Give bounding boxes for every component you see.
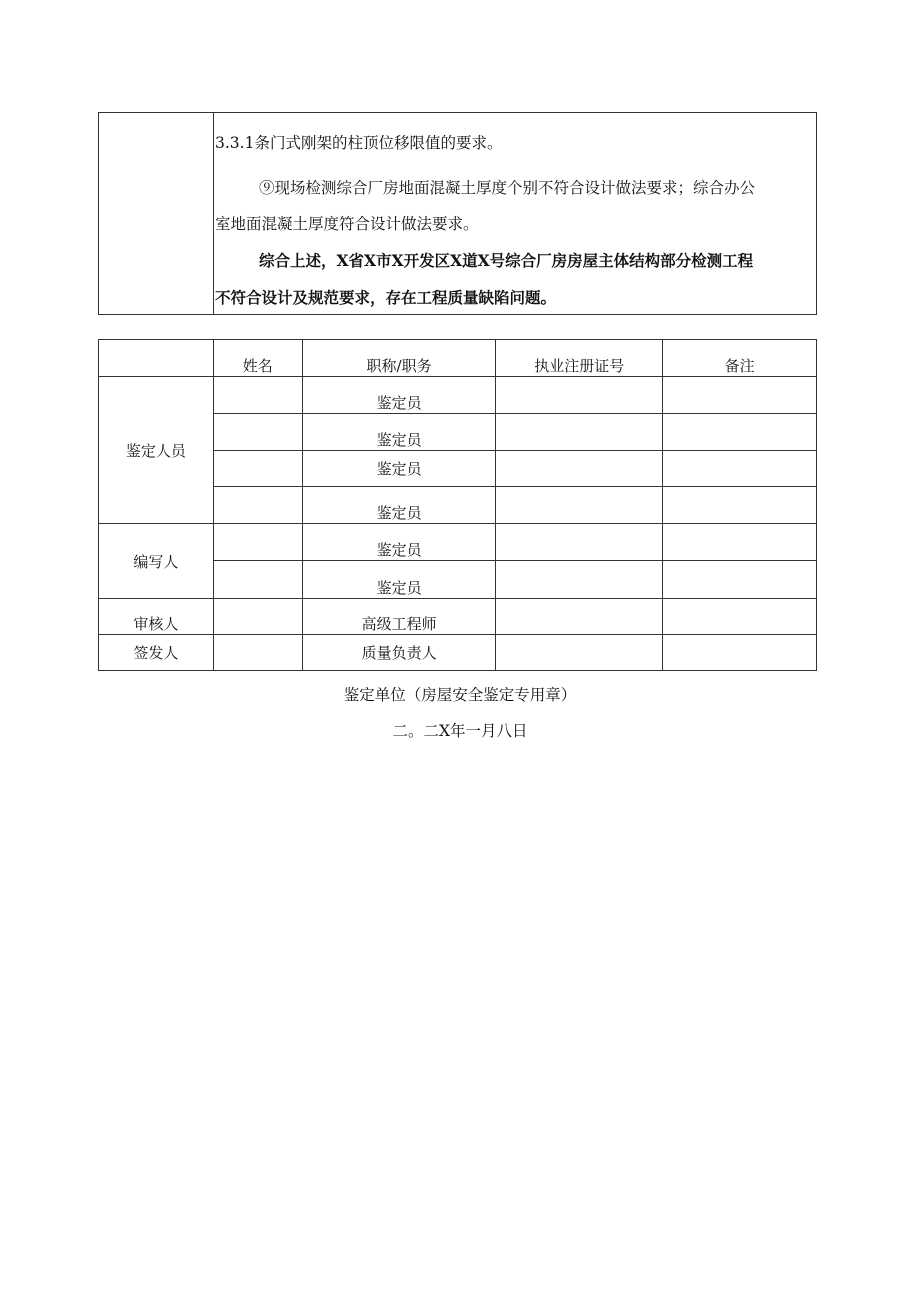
title-cell: 鉴定员 (302, 377, 496, 414)
signature-table (98, 339, 817, 671)
license-cell (496, 414, 663, 451)
conclusion-box (98, 112, 817, 315)
name-cell (213, 524, 302, 561)
name-cell (213, 599, 302, 635)
header-empty (99, 340, 214, 377)
remarks-cell (663, 377, 817, 414)
header-row (99, 340, 817, 377)
conclusion-text (215, 113, 816, 314)
role-issuer: 签发人 (99, 635, 214, 671)
table-row (99, 377, 817, 414)
remarks-cell (663, 414, 817, 451)
title-cell: 高级工程师 (302, 599, 496, 635)
table-row (99, 635, 817, 671)
title-cell: 鉴定员 (302, 561, 496, 599)
header-remarks: 备注 (663, 340, 817, 377)
license-cell (496, 451, 663, 487)
header-title: 职称/职务 (302, 340, 496, 377)
remarks-cell (663, 524, 817, 561)
remarks-cell (663, 451, 817, 487)
remarks-cell (663, 561, 817, 599)
name-cell (213, 451, 302, 487)
license-cell (496, 635, 663, 671)
license-cell (496, 487, 663, 524)
summary-line-1: 综合上述，X省X市X开发区X道X号综合厂房房屋主体结构部分检测工程 (259, 251, 754, 270)
title-cell: 鉴定员 (302, 451, 496, 487)
name-cell (213, 414, 302, 451)
name-cell (213, 561, 302, 599)
remarks-cell (663, 487, 817, 524)
conclusion-label-cell (99, 113, 214, 314)
license-cell (496, 524, 663, 561)
role-reviewer: 审核人 (99, 599, 214, 635)
remarks-cell (663, 599, 817, 635)
summary-line-2: 不符合设计及规范要求，存在工程质量缺陷问题。 (215, 288, 557, 307)
name-cell (213, 487, 302, 524)
item-9-line-1: ⑨现场检测综合厂房地面混凝土厚度个别不符合设计做法要求；综合办公 (259, 179, 756, 197)
header-license: 执业注册证号 (496, 340, 663, 377)
title-cell: 鉴定员 (302, 487, 496, 524)
appraisal-unit: 鉴定单位（房屋安全鉴定专用章） (343, 686, 577, 704)
role-writer: 编写人 (99, 524, 214, 599)
title-cell: 鉴定员 (302, 524, 496, 561)
role-appraisers: 鉴定人员 (99, 377, 214, 524)
license-cell (496, 561, 663, 599)
license-cell (496, 599, 663, 635)
report-date: 二。二X年一月八日 (392, 722, 528, 740)
remarks-cell (663, 635, 817, 671)
item-9-line-2: 室地面混凝土厚度符合设计做法要求。 (215, 215, 479, 233)
title-cell: 鉴定员 (302, 414, 496, 451)
table-row (99, 524, 817, 561)
license-cell (496, 377, 663, 414)
title-cell: 质量负责人 (302, 635, 496, 671)
name-cell (213, 635, 302, 671)
conclusion-line-1: 3.3.1条门式刚架的柱顶位移限值的要求。 (215, 134, 503, 152)
header-name: 姓名 (213, 340, 302, 377)
name-cell (213, 377, 302, 414)
table-row (99, 599, 817, 635)
